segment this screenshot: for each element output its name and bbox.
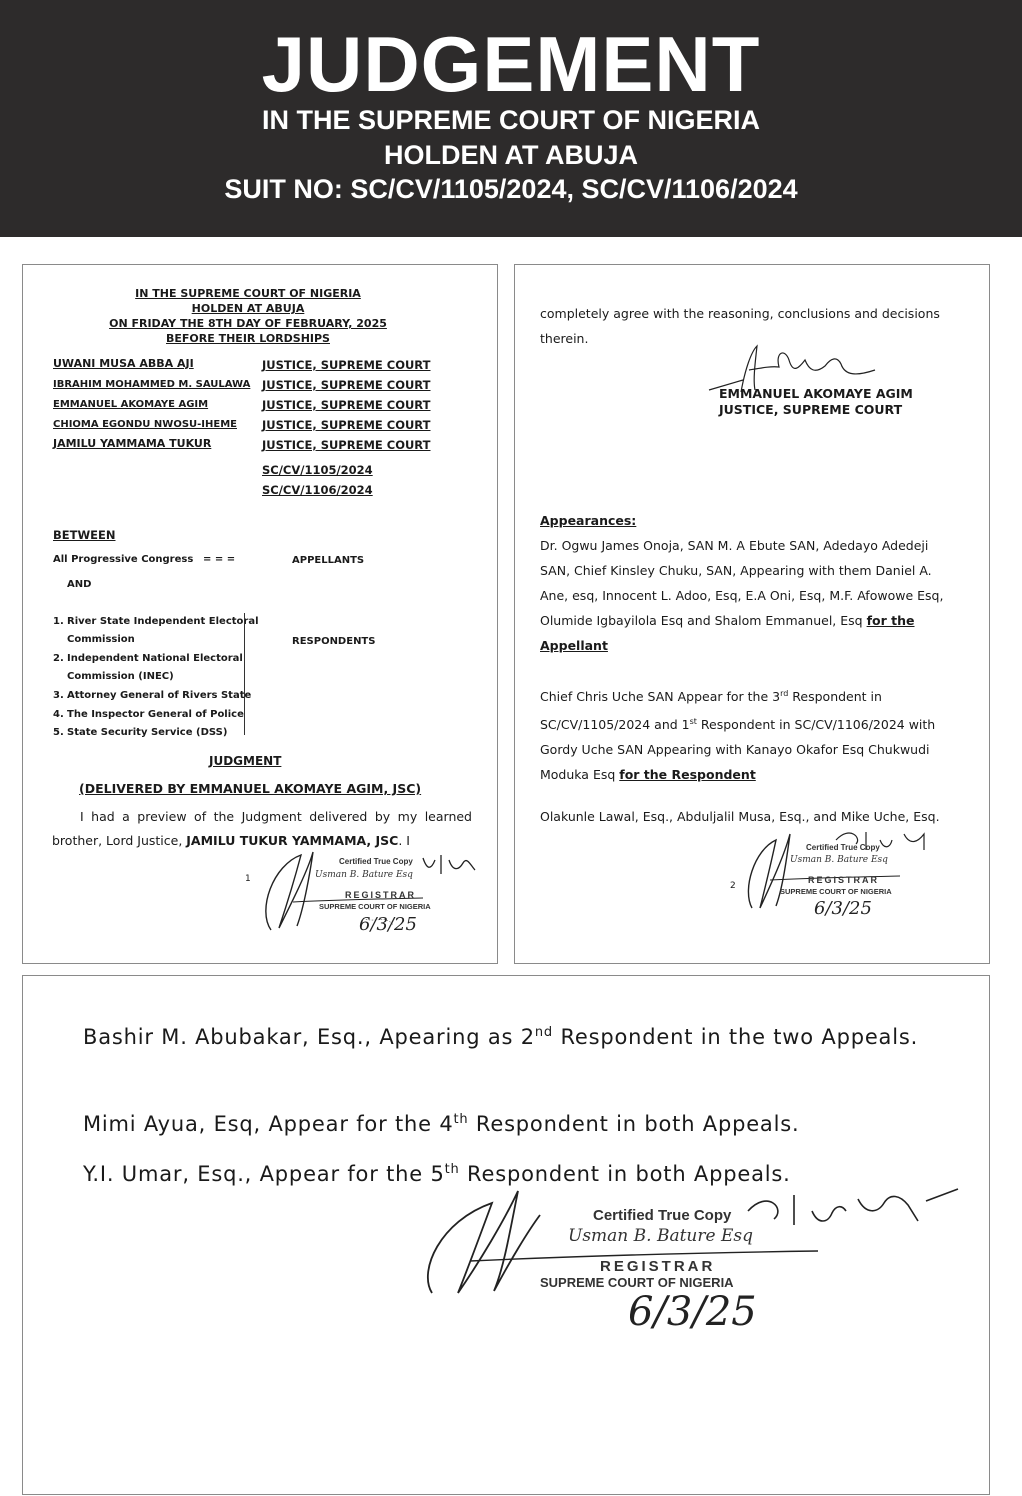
certified-true-copy-stamp (740, 820, 980, 930)
respondents-bracket (237, 613, 245, 735)
ordinal-suffix: st (689, 717, 697, 727)
stamp-registrar-label: REGISTRAR (808, 875, 880, 885)
suit-number: SC/CV/1106/2024 (262, 483, 373, 497)
title-banner (0, 0, 1022, 237)
ordinal-suffix: rd (780, 689, 789, 698)
appellant-counsel-text: Dr. Ogwu James Onoja, SAN M. A Ebute SAN, Adedayo Adedeji SAN, Chief Kinsley Chuku, SAN, Appearing with them Daniel A. Ane, esq, Innocent L. Adoo, Esq, E.A Oni, Esq, M.F. Afowowe Esq, Olumide Igbayilola Esq and Shalom Emmanuel, Esq (540, 538, 944, 628)
justice-name: EMMANUEL AKOMAYE AGIM (53, 399, 209, 410)
stamp-registrar-label: REGISTRAR (600, 1258, 716, 1275)
appearance-text: Mimi Ayua, Esq, Appear for the 4 (83, 1112, 454, 1136)
respondent-counsel-text: Respondent in SC/CV/1105/2024 and 1 (540, 689, 882, 733)
appearance-text: Bashir M. Abubakar, Esq., Apearing as 2 (83, 1025, 535, 1049)
respondent-counsel-text: Chief Chris Uche SAN Appear for the 3 (540, 689, 781, 705)
page1-heading-lordships: BEFORE THEIR LORDSHIPS (166, 332, 330, 345)
judgment-page-2 (514, 264, 990, 964)
certified-true-copy-stamp (418, 1181, 963, 1356)
for-appellant-label: for the Appellant (540, 613, 915, 653)
banner-location: HOLDEN AT ABUJA (384, 140, 638, 170)
respondent-number: 1. (53, 616, 64, 627)
equals-sign: = = = (203, 554, 236, 565)
appearance-text: Y.I. Umar, Esq., Appear for the 5 (83, 1162, 445, 1186)
respondent-name: State Security Service (DSS) (67, 727, 228, 738)
page1-heading-location: HOLDEN AT ABUJA (191, 302, 305, 315)
stamp-registrar-name: Usman B. Bature Esq (315, 870, 413, 880)
respondent-number: 3. (53, 690, 64, 701)
stamp-registrar-name: Usman B. Bature Esq (568, 1226, 753, 1246)
ordinal-suffix: nd (534, 1025, 553, 1040)
justice-name: CHIOMA EGONDU NWOSU-IHEME (53, 419, 237, 430)
stamp-registrar-name: Usman B. Bature Esq (790, 855, 888, 865)
appellants-label: APPELLANTS (292, 555, 365, 566)
judgment-page-1 (22, 264, 498, 964)
stamp-certified-label: Certified True Copy (806, 843, 880, 852)
respondent-number: 2. (53, 653, 64, 664)
stamp-court-label: SUPREME COURT OF NIGERIA (319, 902, 431, 911)
judgment-body-end: . I (398, 833, 410, 848)
justice-title: JUSTICE, SUPREME COURT (262, 358, 431, 372)
banner-suit-number: SUIT NO: SC/CV/1105/2024, SC/CV/1106/2024 (224, 174, 798, 204)
justice-name: UWANI MUSA ABBA AJI (53, 357, 194, 370)
justice-title: JUSTICE, SUPREME COURT (262, 398, 431, 412)
respondents-label: RESPONDENTS (292, 636, 376, 647)
judgment-label: JUDGMENT (209, 754, 282, 768)
ordinal-suffix: th (444, 1162, 460, 1177)
banner-court: IN THE SUPREME COURT OF NIGERIA (261, 105, 761, 135)
respondent-counsel-text: Respondent in SC/CV/1106/2024 with Gordy Uche SAN Appearing with Kanayo Okafor Esq Chukwudi Moduka Esq (540, 717, 936, 783)
appearance-paragraph (83, 1016, 943, 1054)
justice-title: JUSTICE, SUPREME COURT (262, 378, 431, 392)
appellant-name: All Progressive Congress (53, 554, 194, 565)
respondent-name-cont: Commission (67, 634, 135, 645)
stamp-court-label: SUPREME COURT OF NIGERIA (540, 1275, 734, 1290)
other-counsel: Olakunle Lawal, Esq., Abduljalil Musa, Esq., and Mike Uche, Esq. (540, 809, 940, 824)
judgment-body-text: I had a preview of the Judgment delivered by my learned brother, Lord Justice, (52, 809, 472, 848)
respondent-name: River State Independent Electoral (67, 616, 259, 627)
stamp-registrar-label: REGISTRAR (345, 890, 417, 900)
respondent-name: Independent National Electoral (67, 653, 243, 664)
appellant-counsel (540, 533, 960, 658)
ordinal-suffix: th (453, 1112, 469, 1127)
respondent-counsel (540, 681, 960, 787)
judgment-page-3 (22, 975, 990, 1495)
between-label: BETWEEN (53, 528, 116, 542)
appearance-text: Respondent in both Appeals. (468, 1112, 800, 1136)
justice-title: JUSTICE, SUPREME COURT (262, 438, 431, 452)
certified-true-copy-stamp (253, 830, 483, 945)
continued-text: completely agree with the reasoning, conclusions and decisions therein. (540, 306, 940, 346)
respondent-number: 4. (53, 709, 64, 720)
respondent-name-cont: Commission (INEC) (67, 671, 174, 682)
justice-name: JAMILU YAMMAMA TUKUR (53, 437, 212, 450)
stamp-court-label: SUPREME COURT OF NIGERIA (780, 887, 892, 896)
and-label: AND (67, 579, 92, 590)
stamp-date: 6/3/25 (359, 914, 417, 935)
appearance-text: Respondent in the two Appeals. (552, 1025, 919, 1049)
page1-heading-court: IN THE SUPREME COURT OF NIGERIA (135, 287, 361, 300)
justice-name: IBRAHIM MOHAMMED M. SAULAWA (53, 379, 251, 390)
delivered-by-label: (DELIVERED BY EMMANUEL AKOMAYE AGIM, JSC) (79, 781, 422, 796)
page-number: 2 (730, 881, 736, 891)
appearances-label: Appearances: (540, 513, 637, 528)
page1-heading-date: ON FRIDAY THE 8TH DAY OF FEBRUARY, 2025 (109, 317, 387, 330)
signatory-title: JUSTICE, SUPREME COURT (719, 402, 903, 417)
signatory-name: EMMANUEL AKOMAYE AGIM (719, 386, 913, 401)
suit-number: SC/CV/1105/2024 (262, 463, 373, 477)
appearance-text: Respondent in both Appeals. (459, 1162, 791, 1186)
for-respondent-label: for the Respondent (619, 767, 756, 783)
respondent-name: Attorney General of Rivers State (67, 690, 252, 701)
page-number: 1 (245, 874, 251, 884)
judgment-body-justice: JAMILU TUKUR YAMMAMA, JSC (186, 833, 399, 848)
banner-title: JUDGEMENT (261, 20, 761, 108)
appearance-paragraph (83, 1103, 963, 1141)
stamp-certified-label: Certified True Copy (339, 857, 413, 866)
stamp-date: 6/3/25 (628, 1289, 757, 1335)
justice-title: JUSTICE, SUPREME COURT (262, 418, 431, 432)
stamp-certified-label: Certified True Copy (593, 1207, 732, 1224)
respondent-name: The Inspector General of Police (67, 709, 244, 720)
stamp-date: 6/3/25 (814, 898, 872, 919)
respondent-number: 5. (53, 727, 64, 738)
